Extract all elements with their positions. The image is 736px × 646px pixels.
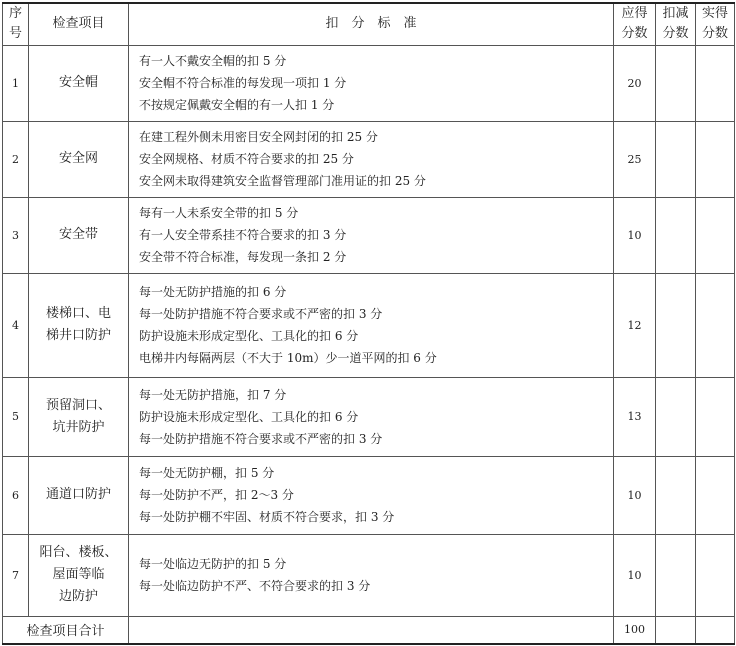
row-due-points: 12	[614, 273, 656, 377]
table-row	[3, 45, 735, 121]
total-due-points: 100	[614, 616, 656, 644]
table-row	[3, 377, 735, 456]
table-row	[3, 273, 735, 377]
row-due-points: 10	[614, 456, 656, 534]
row-criteria: 每一处无防护措施，扣 7 分 防护设施未形成定型化、工具化的扣 6 分 每一处防护措施不符合要求或不严密的扣 3 分	[129, 377, 614, 456]
row-deduct-cell[interactable]	[656, 45, 696, 121]
row-deduct-cell[interactable]	[656, 456, 696, 534]
row-criteria: 在建工程外侧未用密目安全网封闭的扣 25 分 安全网规格、材质不符合要求的扣 25 分 安全网未取得建筑安全监督管理部门准用证的扣 25 分	[129, 121, 614, 197]
row-actual-cell[interactable]	[696, 377, 735, 456]
total-row	[3, 616, 735, 644]
inspection-score-table	[2, 2, 735, 645]
row-number: 7	[3, 534, 29, 616]
row-due-points: 10	[614, 534, 656, 616]
header-deduct-points: 扣减 分数	[656, 3, 696, 45]
row-deduct-cell[interactable]	[656, 534, 696, 616]
table-row	[3, 121, 735, 197]
row-item: 安全帽	[29, 45, 129, 121]
row-item: 阳台、楼板、 屋面等临 边防护	[29, 534, 129, 616]
row-due-points: 25	[614, 121, 656, 197]
row-criteria: 有一人不戴安全帽的扣 5 分 安全帽不符合标准的每发现一项扣 1 分 不按规定佩戴安全帽的有一人扣 1 分	[129, 45, 614, 121]
header-criteria: 扣 分 标 准	[129, 3, 614, 45]
row-criteria: 每有一人未系安全带的扣 5 分 有一人安全带系挂不符合要求的扣 3 分 安全带不符合标准，每发现一条扣 2 分	[129, 197, 614, 273]
header-no: 序 号	[3, 3, 29, 45]
header-item: 检查项目	[29, 3, 129, 45]
row-actual-cell[interactable]	[696, 197, 735, 273]
table-row	[3, 197, 735, 273]
row-deduct-cell[interactable]	[656, 197, 696, 273]
total-actual-cell[interactable]	[696, 616, 735, 644]
header-due-points: 应得 分数	[614, 3, 656, 45]
row-criteria: 每一处无防护棚，扣 5 分 每一处防护不严，扣 2～3 分 每一处防护棚不牢固、材质不符合要求，扣 3 分	[129, 456, 614, 534]
row-due-points: 13	[614, 377, 656, 456]
row-deduct-cell[interactable]	[656, 273, 696, 377]
row-actual-cell[interactable]	[696, 534, 735, 616]
row-actual-cell[interactable]	[696, 456, 735, 534]
row-number: 1	[3, 45, 29, 121]
row-actual-cell[interactable]	[696, 45, 735, 121]
row-number: 2	[3, 121, 29, 197]
row-deduct-cell[interactable]	[656, 377, 696, 456]
row-deduct-cell[interactable]	[656, 121, 696, 197]
header-actual-points: 实得 分数	[696, 3, 735, 45]
row-number: 3	[3, 197, 29, 273]
total-criteria-cell	[129, 616, 614, 644]
total-label: 检查项目合计	[3, 616, 129, 644]
row-number: 6	[3, 456, 29, 534]
table-row	[3, 534, 735, 616]
header-row	[3, 3, 735, 45]
row-item: 预留洞口、 坑井防护	[29, 377, 129, 456]
row-actual-cell[interactable]	[696, 121, 735, 197]
row-item: 安全网	[29, 121, 129, 197]
table-row	[3, 456, 735, 534]
row-number: 5	[3, 377, 29, 456]
row-actual-cell[interactable]	[696, 273, 735, 377]
row-criteria: 每一处无防护措施的扣 6 分 每一处防护措施不符合要求或不严密的扣 3 分 防护设施未形成定型化、工具化的扣 6 分 电梯井内每隔两层（不大于 10m）少一道平网的扣 6 分	[129, 273, 614, 377]
row-criteria: 每一处临边无防护的扣 5 分 每一处临边防护不严、不符合要求的扣 3 分	[129, 534, 614, 616]
row-item: 通道口防护	[29, 456, 129, 534]
total-deduct-cell[interactable]	[656, 616, 696, 644]
row-due-points: 20	[614, 45, 656, 121]
row-due-points: 10	[614, 197, 656, 273]
row-item: 楼梯口、电 梯井口防护	[29, 273, 129, 377]
row-number: 4	[3, 273, 29, 377]
row-item: 安全带	[29, 197, 129, 273]
